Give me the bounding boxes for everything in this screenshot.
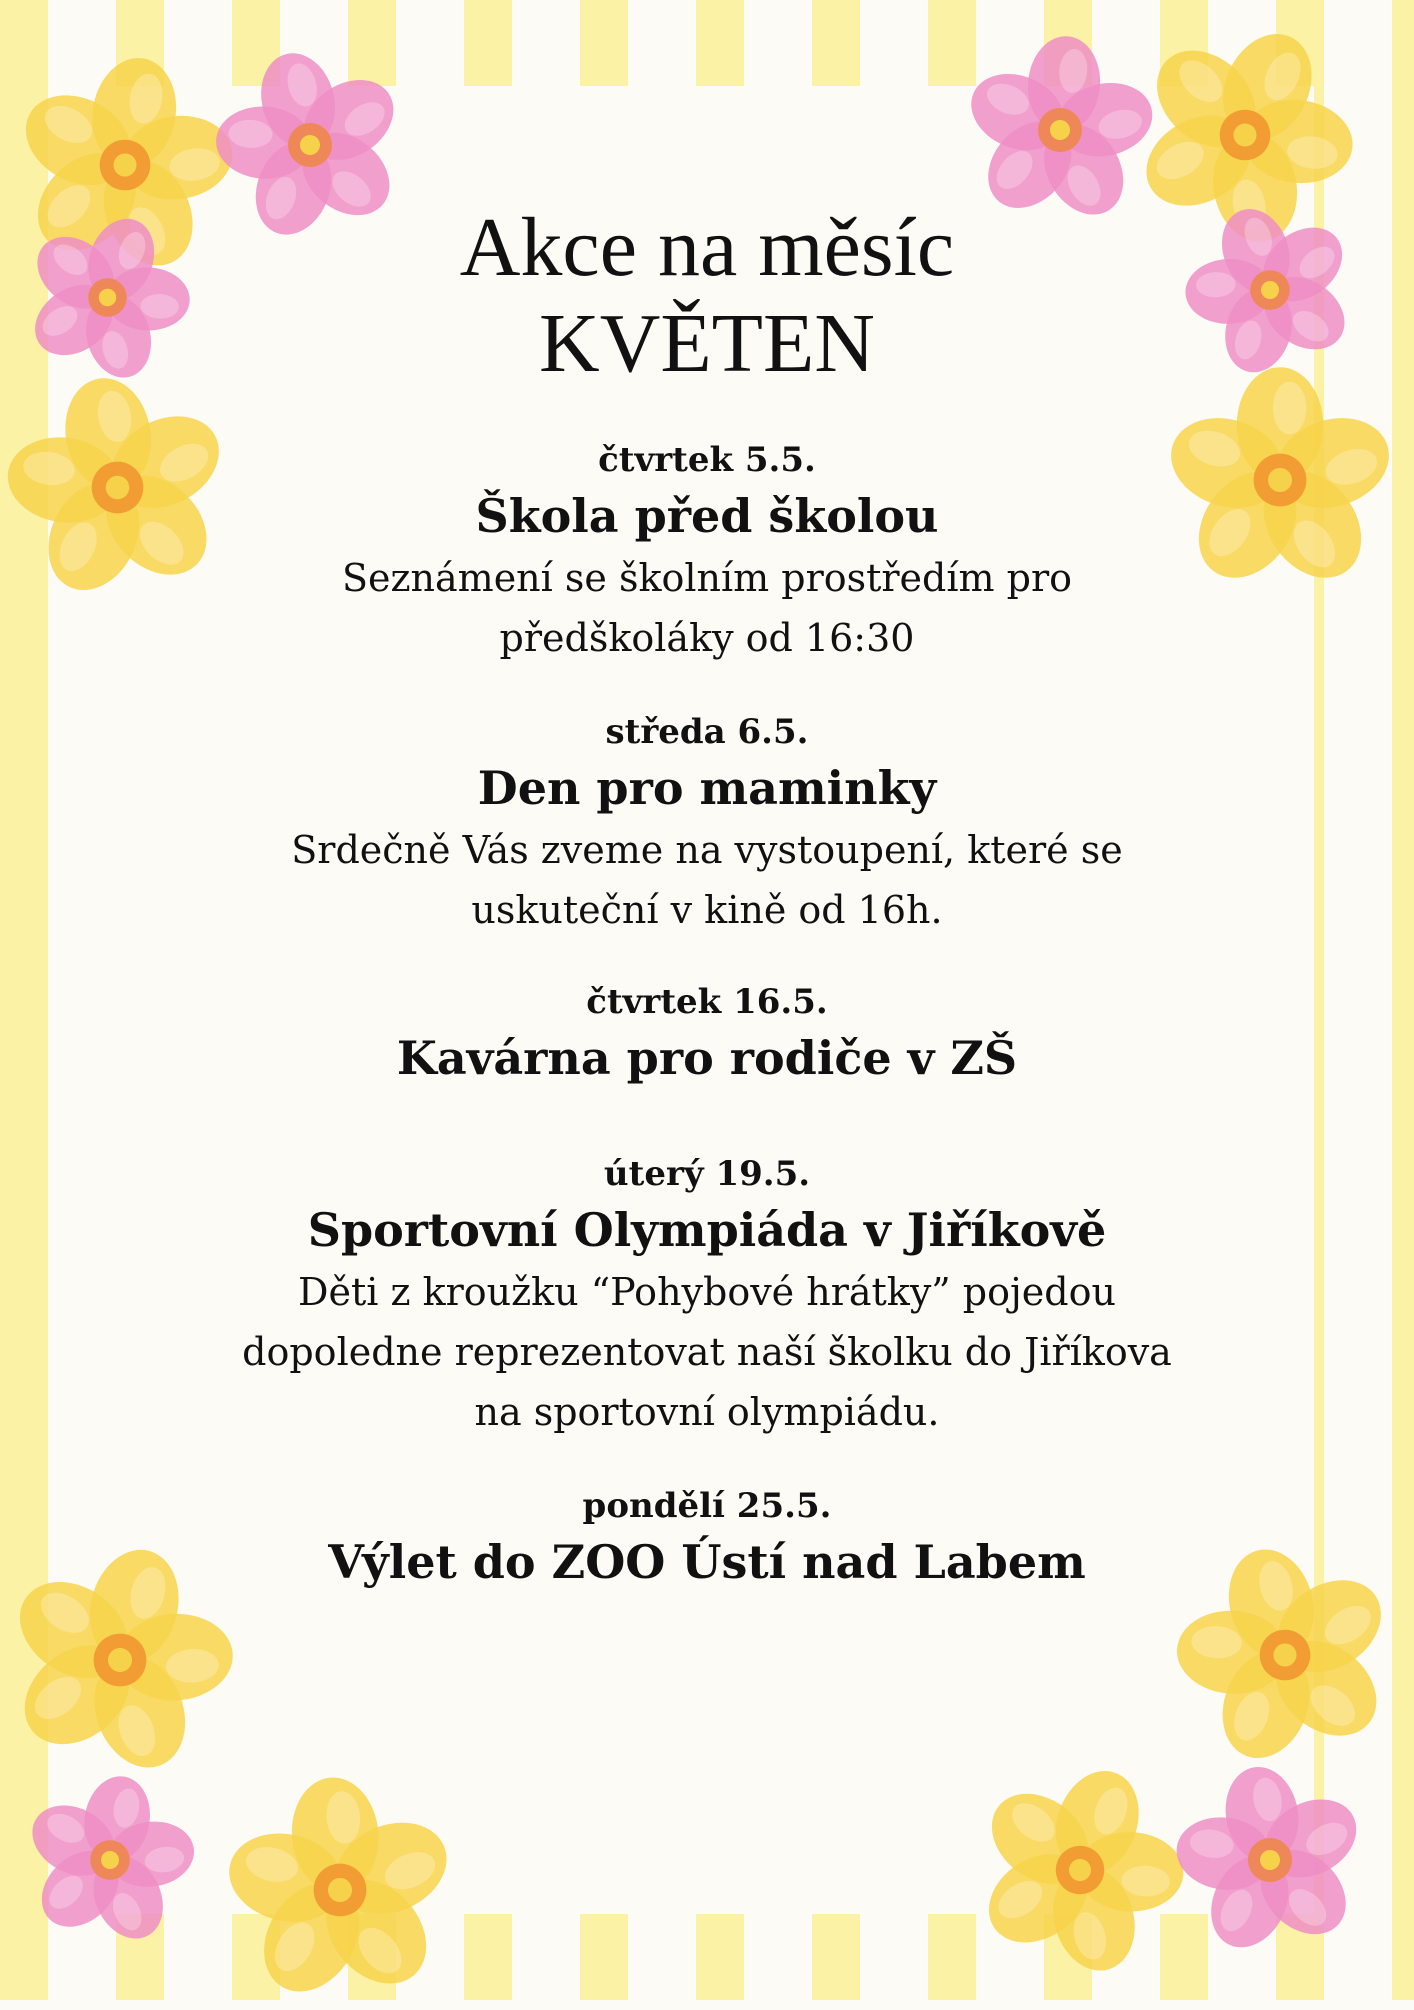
pink-flower-icon — [20, 1770, 200, 1950]
event-item — [130, 1150, 1284, 1442]
event-name: Škola před školou — [475, 489, 939, 543]
event-name: Den pro maminky — [477, 761, 937, 815]
event-date: středa 6.5. — [605, 712, 809, 752]
event-name: Sportovní Olympiáda v Jiříkově — [307, 1203, 1107, 1257]
event-item — [130, 436, 1284, 668]
pink-flower-icon — [1170, 1760, 1370, 1960]
title-line-2: KVĚTEN — [539, 297, 875, 390]
yellow-flower-icon — [220, 1770, 460, 2010]
flyer-content — [130, 200, 1284, 1594]
event-name: Kavárna pro rodiče v ZŠ — [396, 1031, 1018, 1085]
page-title — [130, 200, 1284, 392]
event-item — [130, 978, 1284, 1090]
event-description: Srdečně Vás zveme na vystoupení, které se uskuteční v kině od 16h. — [291, 828, 1123, 932]
event-item — [130, 1482, 1284, 1594]
event-description: Děti z kroužku “Pohybové hrátky” pojedou dopoledne reprezentovat naší školku do Jiříkova na sportovní olympiádu. — [242, 1270, 1172, 1434]
event-name: Výlet do ZOO Ústí nad Labem — [328, 1535, 1086, 1589]
event-date: čtvrtek 5.5. — [598, 440, 816, 480]
title-line-1: Akce na měsíc — [459, 201, 955, 294]
event-date: pondělí 25.5. — [582, 1486, 832, 1526]
yellow-flower-icon — [970, 1760, 1190, 1980]
event-date: úterý 19.5. — [603, 1154, 811, 1194]
event-description: Seznámení se školním prostředím pro předškoláky od 16:30 — [341, 556, 1072, 660]
event-date: čtvrtek 16.5. — [586, 982, 828, 1022]
event-item — [130, 708, 1284, 940]
